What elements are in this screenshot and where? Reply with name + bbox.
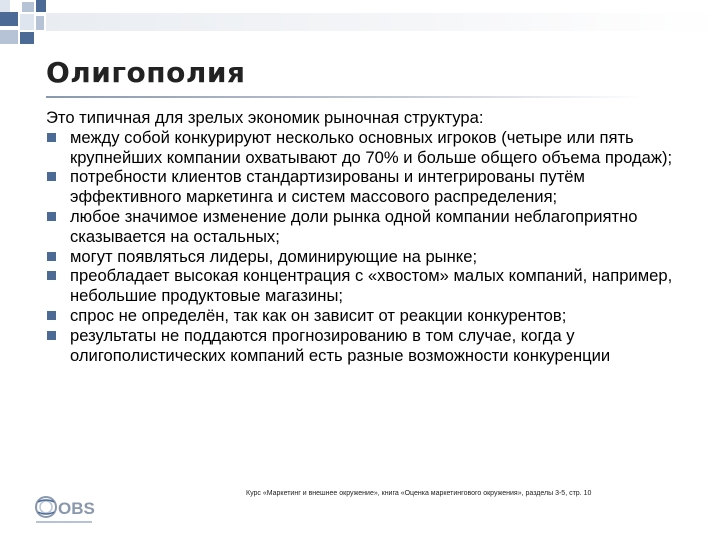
list-item <box>46 247 686 267</box>
list-item-text: преобладает высокая концентрация с «хвостом» малых компаний, например, небольшие продуктовые магазины; <box>70 266 673 306</box>
logo-text: OBS <box>58 499 95 518</box>
list-item-text: между собой конкурируют несколько основных игроков (четыре или пять крупнейших компании охватывают до 70% и больше общего объема продаж); <box>70 127 673 167</box>
bullet-list <box>46 128 686 366</box>
square-bullet-icon <box>47 172 56 181</box>
slide-body <box>46 108 686 365</box>
list-item-text: могут появляться лидеры, доминирующие на рынке; <box>70 246 478 266</box>
square-bullet-icon <box>47 311 56 320</box>
list-item-text: результаты не поддаются прогнозированию в том случае, когда у олигополистических компаний есть разные возможности конкуренции <box>70 325 611 365</box>
list-item-text: спрос не определён, так как он зависит от реакции конкурентов; <box>70 305 567 325</box>
list-item-text: любое значимое изменение доли рынка одной компании неблагоприятно сказывается на остальных; <box>70 206 638 246</box>
list-item-text: потребности клиентов стандартизированы и интегрированы путём эффективного маркетинга и систем массового распределения; <box>70 167 585 207</box>
obs-logo-graphic <box>34 494 104 526</box>
slide-title: Олигополия <box>46 56 246 89</box>
square-bullet-icon <box>47 331 56 340</box>
list-item <box>46 266 686 306</box>
list-item <box>46 207 686 247</box>
header-bar <box>46 13 720 31</box>
square-bullet-icon <box>47 252 56 261</box>
footer-citation: Курс «Маркетинг и внешнее окружение», книга «Оценка маркетингового окружения», разделы 3-5, стр. 10 <box>246 490 592 497</box>
list-item <box>46 128 686 168</box>
square-bullet-icon <box>47 271 56 280</box>
obs-logo-icon <box>34 494 104 526</box>
list-item <box>46 306 686 326</box>
intro-text: Это типичная для зрелых экономик рыночная структура: <box>46 108 484 127</box>
square-bullet-icon <box>47 133 56 142</box>
list-item <box>46 326 686 366</box>
title-underline <box>46 96 646 98</box>
square-bullet-icon <box>47 212 56 221</box>
list-item <box>46 167 686 207</box>
